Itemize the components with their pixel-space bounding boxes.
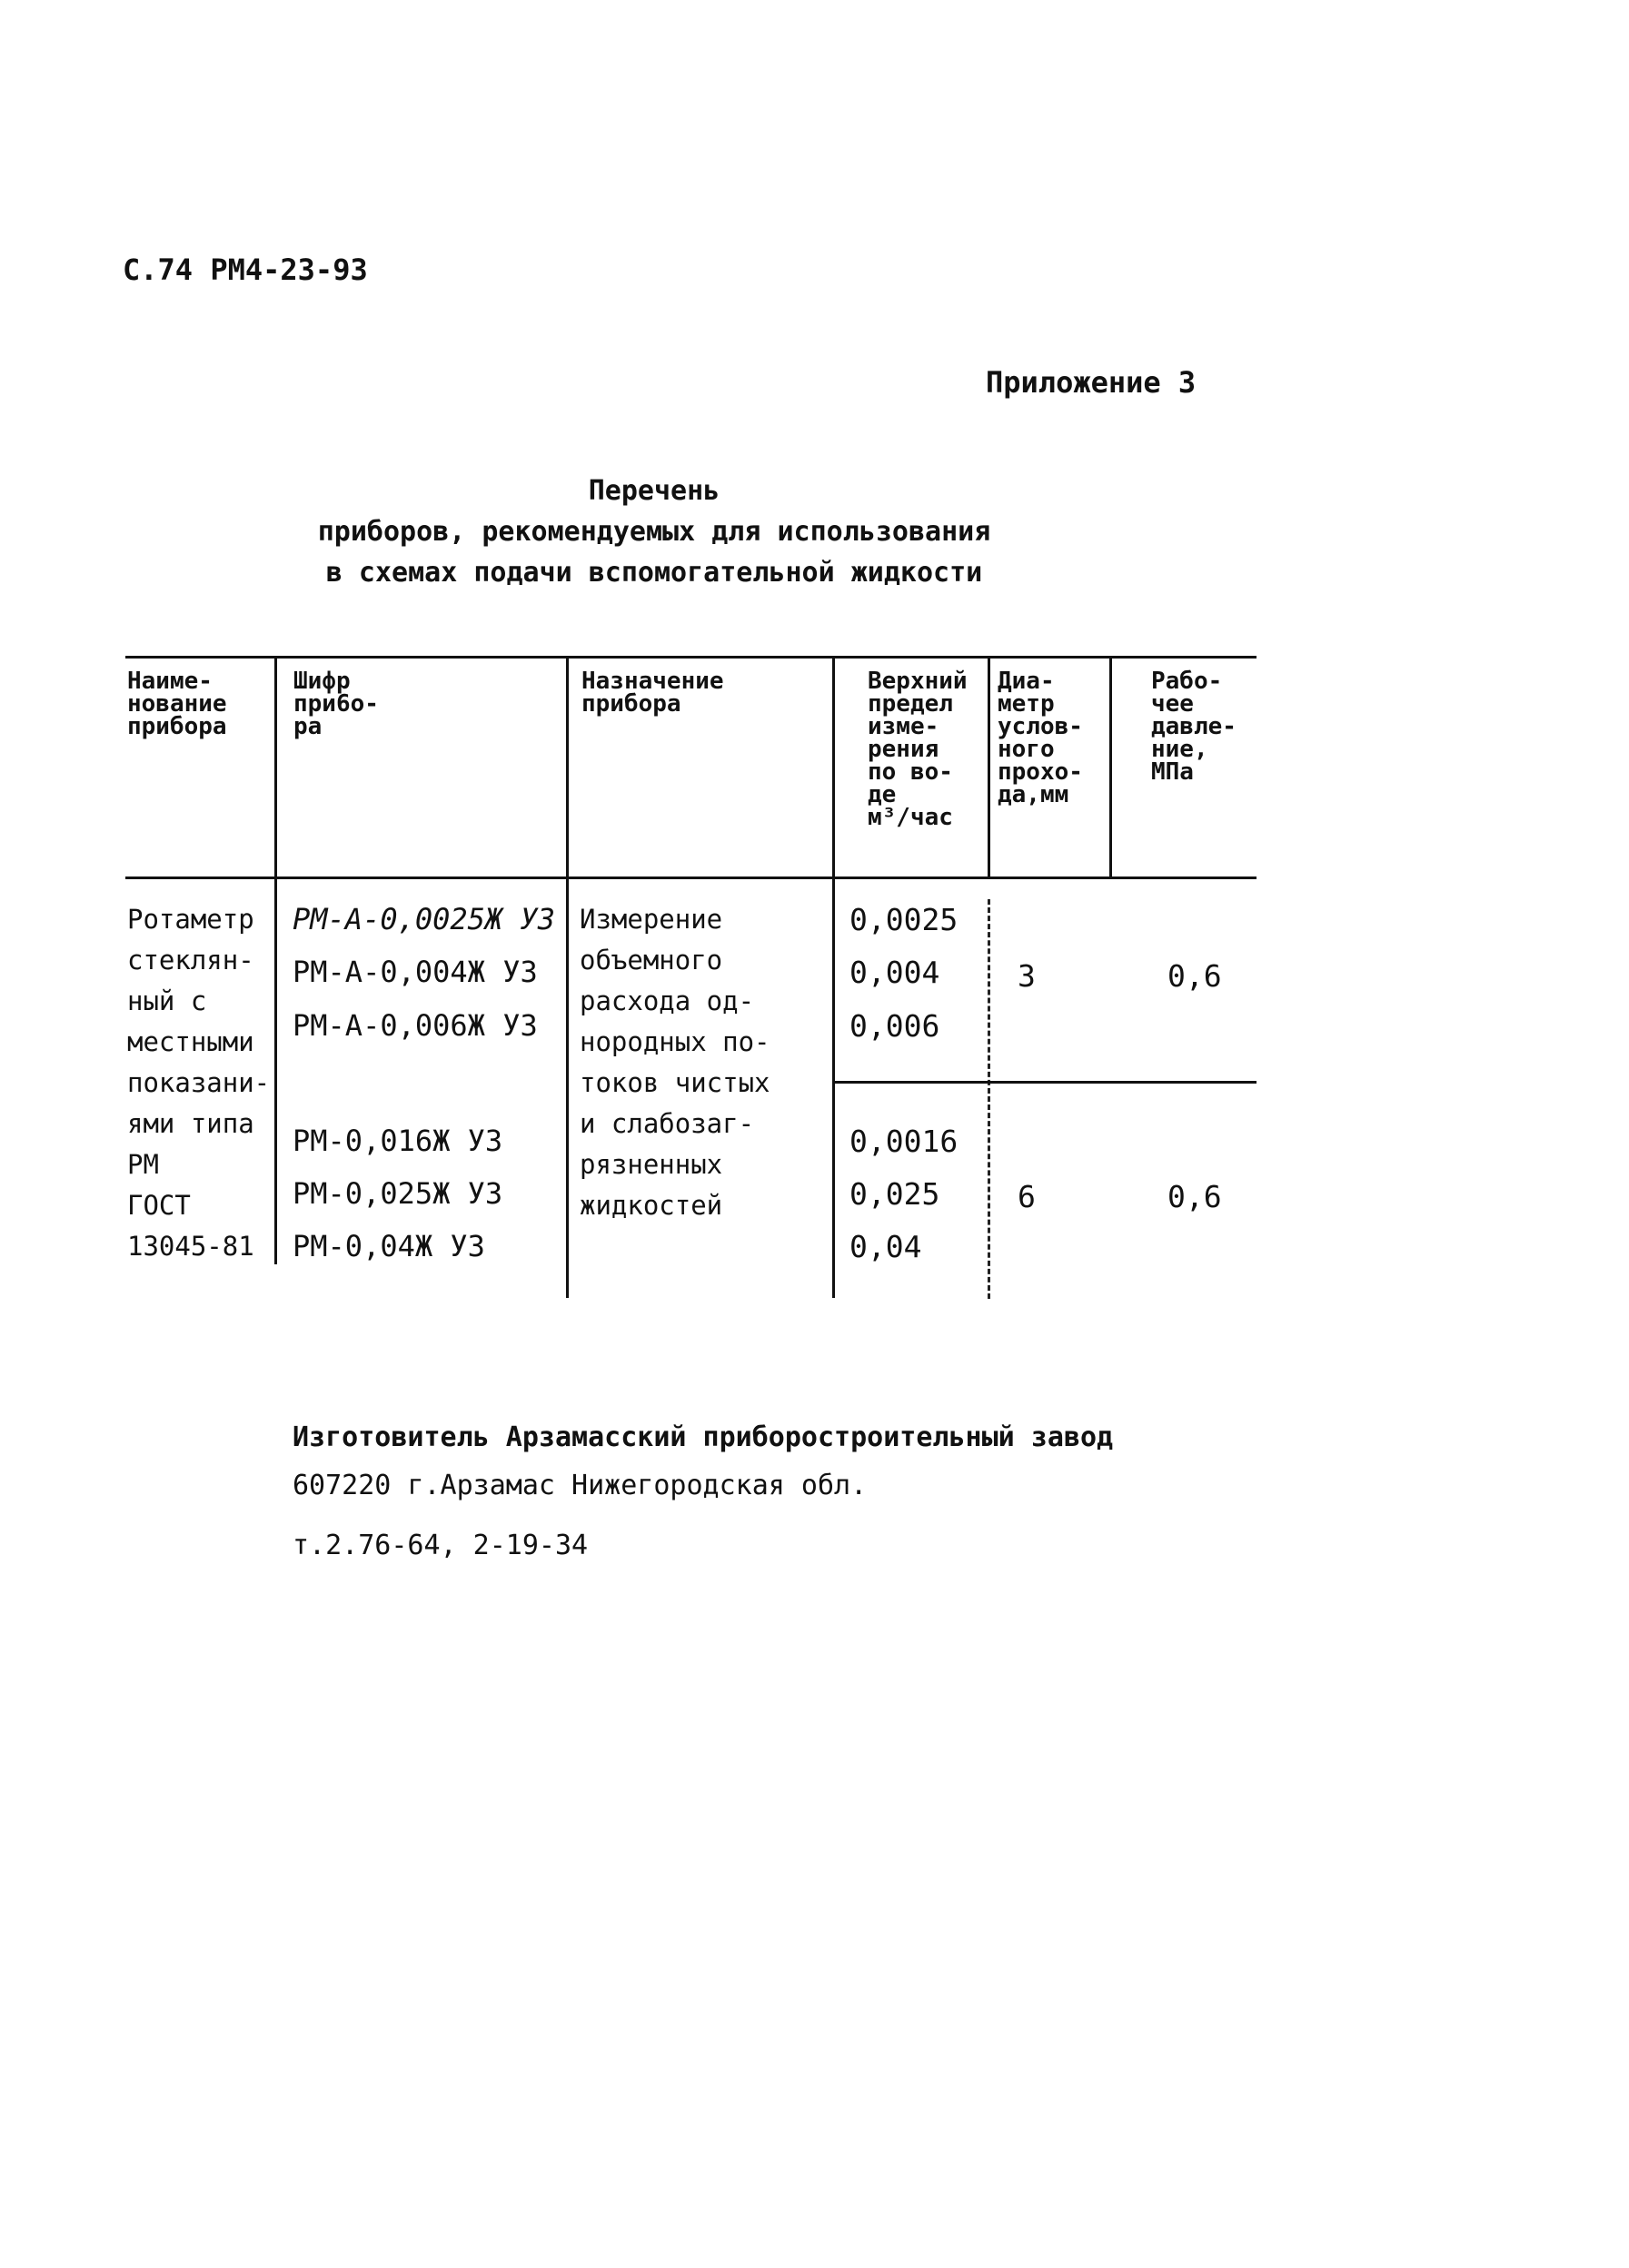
manufacturer-line: Изготовитель Арзамасский приборостроительный завод	[293, 1421, 1114, 1453]
device-code: РМ-0,025Ж УЗ	[293, 1176, 503, 1211]
phone-line: т.2.76-64, 2-19-34	[293, 1530, 589, 1561]
column-divider	[988, 658, 990, 877]
diameter-value: 6	[1018, 1179, 1036, 1214]
device-code: РМ-А-0,006Ж УЗ	[293, 1008, 538, 1043]
document-title: Перечень	[588, 475, 720, 507]
pressure-value: 0,6	[1167, 958, 1222, 994]
column-header-code: Шифр при6о- ра	[293, 668, 379, 740]
upper-limit-value: 0,0016	[849, 1124, 959, 1159]
column-header-name: Наиме- нование прибора	[127, 668, 227, 740]
table-top-rule	[125, 656, 1257, 659]
table-header-rule	[125, 876, 1257, 879]
address-line: 607220 г.Арзамас Нижегородская обл.	[293, 1470, 868, 1501]
column-header-upper-limit: Верхний предел изме- рения по во- де м³/час	[868, 668, 968, 831]
group-separator-rule	[834, 1081, 1257, 1084]
device-code: РМ-0,04Ж УЗ	[293, 1229, 485, 1263]
column-divider	[566, 658, 569, 1298]
column-divider	[832, 658, 835, 1298]
page-id: С.74 РМ4-23-93	[123, 253, 368, 287]
column-header-pressure: Рабо- чее давле- ние, МПа	[1151, 668, 1237, 786]
diameter-value: 3	[1018, 958, 1036, 994]
device-name-cell: Ротаметр стеклян- ный с местными показани- ями типа РМ ГОСТ 13045-81	[127, 904, 271, 1262]
column-divider	[1109, 658, 1112, 877]
document-subtitle-line1: приборов, рекомендуемых для использования	[317, 516, 991, 548]
column-header-purpose: Назначение прибора	[581, 668, 724, 718]
upper-limit-value: 0,025	[849, 1176, 940, 1212]
upper-limit-value: 0,04	[849, 1229, 922, 1264]
upper-limit-value: 0,006	[849, 1008, 940, 1044]
device-code: РМ-А-0,0025Ж УЗ	[293, 902, 555, 936]
purpose-cell: Измерение объемного расхода од- нородных по- токов чистых и слабозаг- рязненных жидкостей	[580, 904, 770, 1221]
upper-limit-value: 0,0025	[849, 902, 959, 937]
column-header-diameter: Диа- метр услов- ного прохо- да,мм	[998, 668, 1083, 808]
device-code: РМ-0,016Ж УЗ	[293, 1124, 503, 1158]
appendix-label: Приложение 3	[986, 365, 1197, 400]
upper-limit-value: 0,004	[849, 955, 940, 990]
column-divider	[274, 658, 277, 1264]
pressure-value: 0,6	[1167, 1179, 1222, 1214]
device-code: РМ-А-0,004Ж УЗ	[293, 955, 538, 989]
document-subtitle-line2: в схемах подачи вспомогательной жидкости	[325, 557, 983, 589]
column-divider-dashed	[988, 899, 990, 1299]
